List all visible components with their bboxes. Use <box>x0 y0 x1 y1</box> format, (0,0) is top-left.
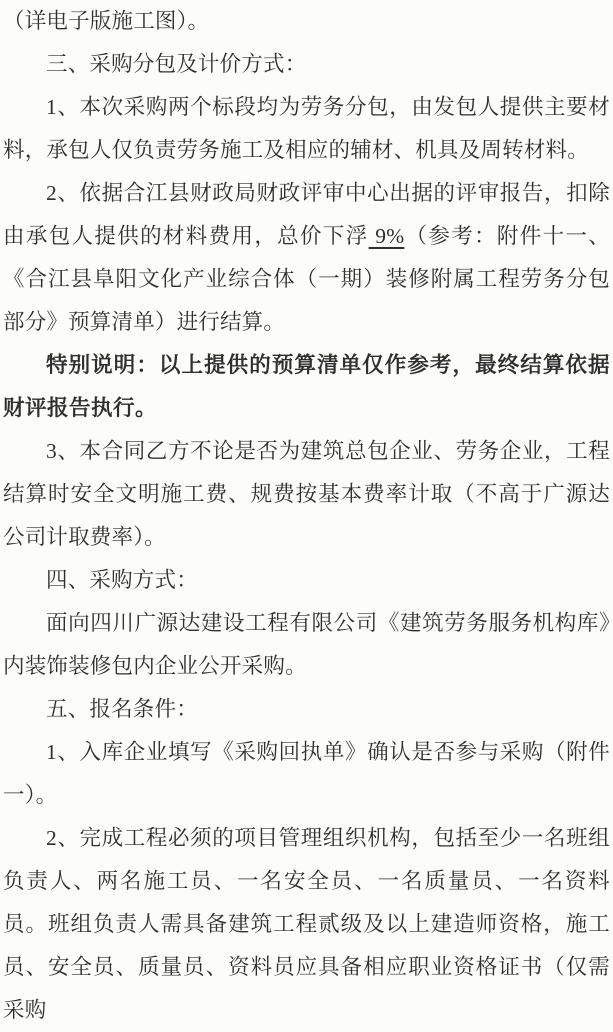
continuation-line: （详电子版施工图）。 <box>3 9 210 33</box>
para-fee-rates: 3、本合同乙方不论是否为建筑总包企业、劳务企业，工程结算时安全文明施工费、规费按基本费率计取（不高于广源达公司计取费率）。 <box>3 439 610 549</box>
section-heading-application-conditions: 五、报名条件： <box>46 697 198 721</box>
settlement-text-after: （参考：附件十一、《合江县阜阳文化产业综合体（一期）装修附属工程劳务分包部分》预算清单）进行结算。 <box>3 224 611 334</box>
section-heading-procurement-method: 四、采购方式： <box>46 568 198 592</box>
discount-rate-value: 9% <box>368 224 405 248</box>
section-heading-procurement-pricing: 三、采购分包及计价方式： <box>46 52 307 76</box>
para-condition-receipt: 1、入库企业填写《采购回执单》确认是否参与采购（附件一）。 <box>3 740 610 807</box>
settlement-text-before: 2、依据合江县财政局财政评审中心出据的评审报告，扣除由承包人提供的材料费用，总价下浮 <box>3 181 610 248</box>
para-settlement-basis <box>3 172 610 344</box>
special-note: 特别说明：以上提供的预算清单仅作参考，最终结算依据财评报告执行。 <box>3 353 610 420</box>
para-procurement-method: 面向四川广源达建设工程有限公司《建筑劳务服务机构库》内装饰装修包内企业公开采购。 <box>3 611 610 678</box>
para-labor-subcontract: 1、本次采购两个标段均为劳务分包，由发包人提供主要材料，承包人仅负责劳务施工及相应的辅材、机具及周转材料。 <box>3 95 610 162</box>
para-condition-staffing: 2、完成工程必须的项目管理组织机构，包括至少一名班组负责人、两名施工员、一名安全员、一名质量员、一名资料员。班组负责人需具备建筑工程贰级及以上建造师资格，施工员、安全员、质量员、资料员应具备相应职业资格证书（仅需采购 <box>3 826 610 1022</box>
